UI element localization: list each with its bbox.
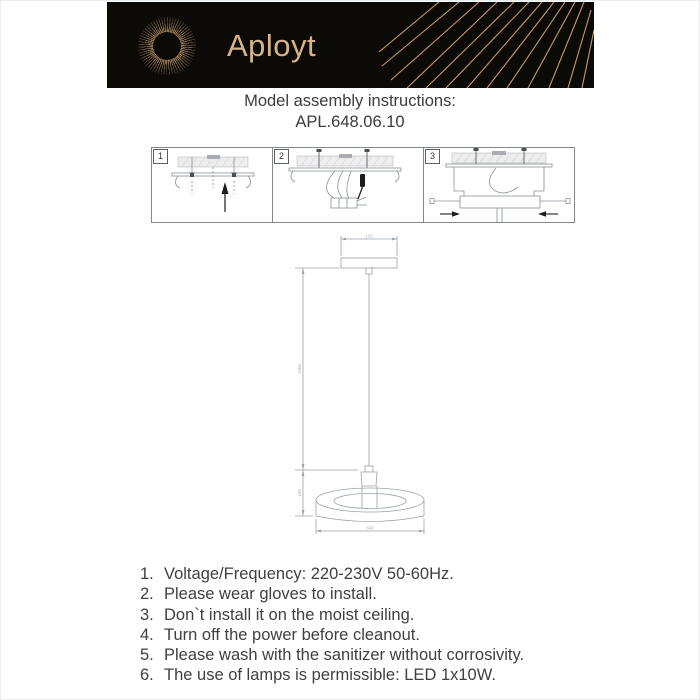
step-2-drawing [273,148,423,222]
step-number: 1 [153,149,168,164]
item-number: 5. [140,646,154,665]
page-title: Model assembly instructions: [244,92,456,110]
push-in-arrows-icon [440,211,558,217]
dim-canopy-width: 120 [365,233,373,239]
decorative-rays-icon [379,2,594,88]
item-number: 4. [140,625,154,644]
model-number: APL.648.06.10 [295,113,405,131]
heading [0,91,700,133]
item-number: 6. [140,666,154,685]
step-1-drawing [152,148,272,222]
list-item [140,665,524,685]
dim-diameter: 500 [366,525,374,531]
list-item [140,564,524,584]
list-item [140,605,524,625]
item-text: Please wear gloves to install. [164,585,377,604]
brand-banner [107,2,594,88]
list-item [140,645,524,665]
sunburst-center [153,32,181,60]
list-item [140,625,524,645]
item-number: 3. [140,605,154,624]
item-text: Please wash with the sanitizer without corrosivity. [164,646,525,665]
up-arrow-icon [222,182,229,212]
step-panel-2 [272,147,424,223]
assembly-steps [151,147,575,223]
item-text: Voltage/Frequency: 220-230V 50-60Hz. [164,565,454,583]
dim-shade-height: 160 [297,489,302,497]
instruction-list [140,564,524,686]
list-item [140,584,524,604]
item-text: Don`t install it on the moist ceiling. [164,605,415,624]
item-text: Turn off the power before cleanout. [164,625,420,644]
screwdriver-icon [358,174,365,199]
step-number: 2 [274,149,289,164]
step-panel-3 [423,147,575,223]
step-3-drawing [424,148,574,222]
dim-height: 1000 [297,363,302,375]
step-panel-1 [151,147,273,223]
pendant-lamp-drawing [280,228,440,543]
item-text: The use of lamps is permissible: LED 1x10W. [164,666,496,685]
item-number: 2. [140,585,154,604]
step-number: 3 [425,149,440,164]
item-number: 1. [140,565,154,583]
brand-name: Aployt [227,28,317,63]
